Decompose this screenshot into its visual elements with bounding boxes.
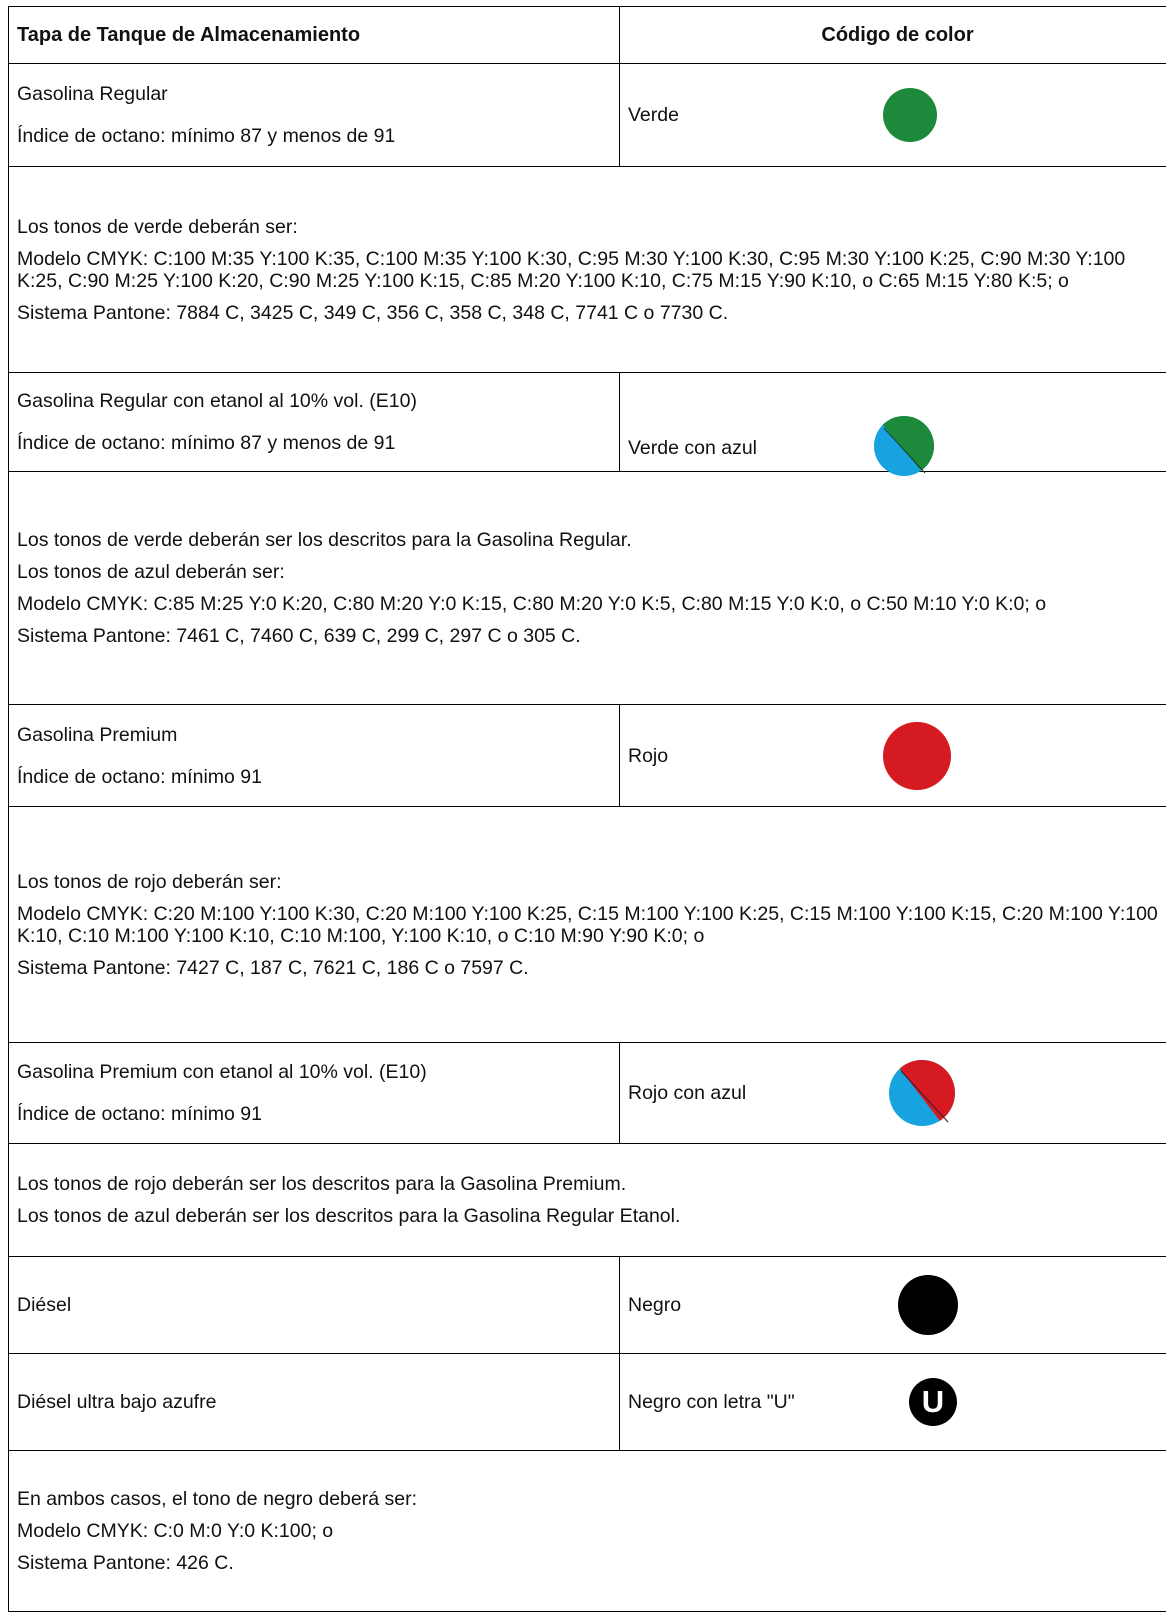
color-name: Rojo con azul (628, 1082, 746, 1104)
spec-intro: En ambos casos, el tono de negro deberá ser: (17, 1488, 1166, 1510)
table-row (9, 64, 1166, 167)
color-cell (620, 373, 1166, 472)
octane-index: Índice de octano: mínimo 91 (17, 766, 619, 788)
product-name: Diésel ultra bajo azufre (17, 1391, 619, 1413)
color-cell (620, 705, 1166, 807)
spec-intro: Los tonos de verde deberán ser: (17, 216, 1166, 238)
color-cell (620, 64, 1166, 167)
spec-cmyk: Modelo CMYK: C:100 M:35 Y:100 K:35, C:100 M:35 Y:100 K:30, C:95 M:30 Y:100 K:30, C:95 M:30 Y:100 K:25, C:90 M:30 Y:100 K:25, C:90 M:25 Y:100 K:20, C:90 M:25 Y:100 K:15, C:85 M:20 Y:100 K:10, C:75 M:15 Y:90 K:10, o C:65 M:15 Y:80 K:5; o (17, 248, 1166, 292)
product-cell (9, 64, 620, 167)
product-name: Gasolina Premium (17, 724, 619, 746)
spec-intro: Los tonos de rojo deberán ser los descritos para la Gasolina Premium. (17, 1173, 1166, 1195)
product-name: Diésel (17, 1294, 619, 1316)
spec-pantone: Sistema Pantone: 7461 C, 7460 C, 639 C, 299 C, 297 C o 305 C. (17, 625, 1166, 647)
specification-cell (9, 1144, 1166, 1257)
color-name: Negro con letra "U" (628, 1391, 795, 1413)
product-name: Gasolina Regular con etanol al 10% vol. (E10) (17, 390, 619, 412)
product-cell (9, 1354, 620, 1451)
specification-cell (9, 167, 1166, 373)
table-header-row (9, 7, 1166, 64)
table-row (9, 167, 1166, 373)
color-name: Rojo (628, 745, 668, 767)
red-blue-split-circle-icon (888, 1059, 956, 1127)
green-circle-icon (882, 87, 938, 143)
color-name: Verde (628, 104, 679, 126)
color-cell (620, 1257, 1166, 1354)
black-circle-icon (897, 1274, 959, 1336)
spec-intro: Los tonos de verde deberán ser los descritos para la Gasolina Regular. (17, 529, 1166, 551)
octane-index: Índice de octano: mínimo 87 y menos de 91 (17, 125, 619, 147)
table-row (9, 1043, 1166, 1144)
product-cell (9, 373, 620, 472)
product-name: Gasolina Premium con etanol al 10% vol. (E10) (17, 1061, 619, 1083)
table-row (9, 472, 1166, 705)
product-cell (9, 1043, 620, 1144)
table-row (9, 1144, 1166, 1257)
specification-cell (9, 807, 1166, 1043)
spec-pantone: Sistema Pantone: 426 C. (17, 1552, 1166, 1574)
octane-index: Índice de octano: mínimo 91 (17, 1103, 619, 1125)
letter-u: U (922, 1384, 944, 1419)
table-row (9, 1257, 1166, 1354)
spec-pantone: Sistema Pantone: 7427 C, 187 C, 7621 C, 186 C o 7597 C. (17, 957, 1166, 979)
product-name: Gasolina Regular (17, 83, 619, 105)
table-row (9, 1354, 1166, 1451)
specification-cell (9, 1451, 1166, 1612)
spec-cmyk: Modelo CMYK: C:20 M:100 Y:100 K:30, C:20 M:100 Y:100 K:25, C:15 M:100 Y:100 K:25, C:15 M:100 Y:100 K:15, C:20 M:100 Y:100 K:10, C:10 M:100 Y:100 K:10, C:10 M:100, Y:100 K:10, o C:10 M:90 Y:90 K:0; o (17, 903, 1166, 947)
product-cell (9, 1257, 620, 1354)
specification-cell (9, 472, 1166, 705)
color-name: Negro (628, 1294, 681, 1316)
color-cell (620, 1354, 1166, 1451)
color-code-table (8, 6, 1166, 1612)
table-row (9, 705, 1166, 807)
spec-pantone: Sistema Pantone: 7884 C, 3425 C, 349 C, 356 C, 358 C, 348 C, 7741 C o 7730 C. (17, 302, 1166, 324)
color-cell (620, 1043, 1166, 1144)
table-row (9, 807, 1166, 1043)
spec-intro: Los tonos de azul deberán ser: (17, 561, 1166, 583)
spec-intro: Los tonos de rojo deberán ser: (17, 871, 1166, 893)
spec-cmyk: Modelo CMYK: C:85 M:25 Y:0 K:20, C:80 M:20 Y:0 K:15, C:80 M:20 Y:0 K:5, C:80 M:15 Y:0 K:0, o C:50 M:10 Y:0 K:0; o (17, 593, 1166, 615)
product-cell (9, 705, 620, 807)
header-tank-cap: Tapa de Tanque de Almacenamiento (9, 7, 620, 64)
spec-intro: Los tonos de azul deberán ser los descritos para la Gasolina Regular Etanol. (17, 1205, 1166, 1227)
black-circle-letter-u-icon (908, 1377, 958, 1427)
header-color-code: Código de color (620, 7, 1166, 64)
table-row (9, 1451, 1166, 1612)
green-blue-split-circle-icon (873, 415, 935, 477)
red-circle-icon (882, 721, 952, 791)
color-name: Verde con azul (628, 437, 757, 459)
spec-cmyk: Modelo CMYK: C:0 M:0 Y:0 K:100; o (17, 1520, 1166, 1542)
octane-index: Índice de octano: mínimo 87 y menos de 91 (17, 432, 619, 454)
table-row (9, 373, 1166, 472)
